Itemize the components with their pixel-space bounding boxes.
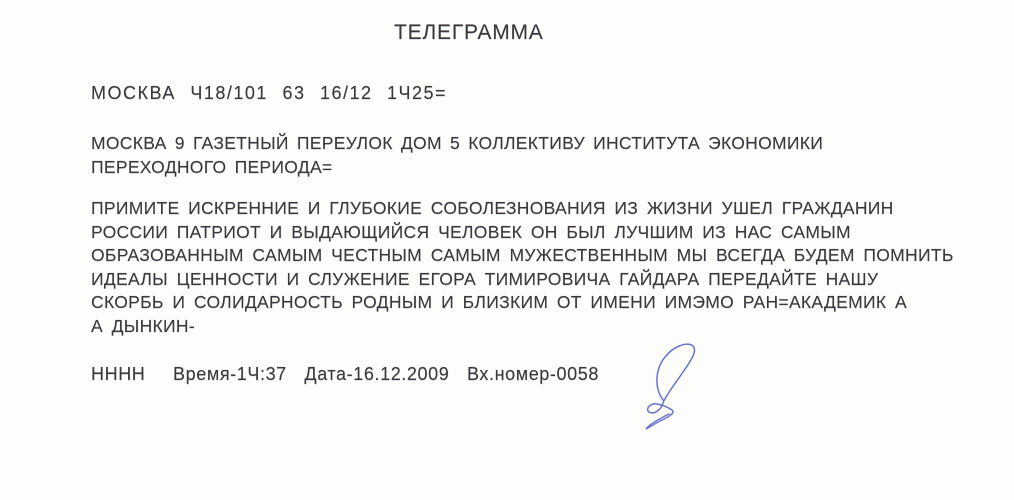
message-body [91, 197, 954, 339]
service-header-line: МОСКВА Ч18/101 63 16/12 1Ч25= [91, 83, 448, 103]
incoming-number: Вх.номер-0058 [466, 364, 599, 384]
address-block [91, 131, 823, 179]
footer-service-line [91, 364, 599, 385]
address-line-1: МОСКВА 9 ГАЗЕТНЫЙ ПЕРЕУЛОК ДОМ 5 КОЛЛЕКТИВУ ИНСТИТУТА ЭКОНОМИКИ [91, 133, 824, 153]
address-line-2: ПЕРЕХОДНОГО ПЕРИОДА= [91, 157, 333, 177]
body-line-4: ИДЕАЛЫ ЦЕННОСТИ И СЛУЖЕНИЕ ЕГОРА ТИМИРОВИЧА ГАЙДАРА ПЕРЕДАЙТЕ НАШУ [91, 268, 879, 289]
body-line-1: ПРИМИТЕ ИСКРЕННИЕ И ГЛУБОКИЕ СОБОЛЕЗНОВАНИЯ ИЗ ЖИЗНИ УШЕЛ ГРАЖДАНИН [91, 198, 894, 218]
document-title: ТЕЛЕГРАММА [394, 21, 544, 44]
body-line-3: ОБРАЗОВАННЫМ САМЫМ ЧЕСТНЫМ САМЫМ МУЖЕСТВЕННЫМ МЫ ВСЕГДА БУДЕМ ПОМНИТЬ [91, 245, 954, 266]
receive-date: Дата-16.12.2009 [304, 364, 450, 384]
body-line-6: А ДЫНКИН- [91, 315, 195, 336]
end-of-message-code: НННН [91, 364, 146, 384]
body-line-5: СКОРБЬ И СОЛИДАРНОСТЬ РОДНЫМ И БЛИЗКИМ ОТ ИМЕНИ ИМЭМО РАН=АКАДЕМИК А [91, 292, 907, 313]
receive-time: Время-1Ч:37 [173, 364, 287, 384]
signature-ink-flourish-icon [638, 340, 718, 440]
body-line-2: РОССИИ ПАТРИОТ И ВЫДАЮЩИЙСЯ ЧЕЛОВЕК ОН БЫЛ ЛУЧШИМ ИЗ НАС САМЫМ [91, 221, 851, 242]
